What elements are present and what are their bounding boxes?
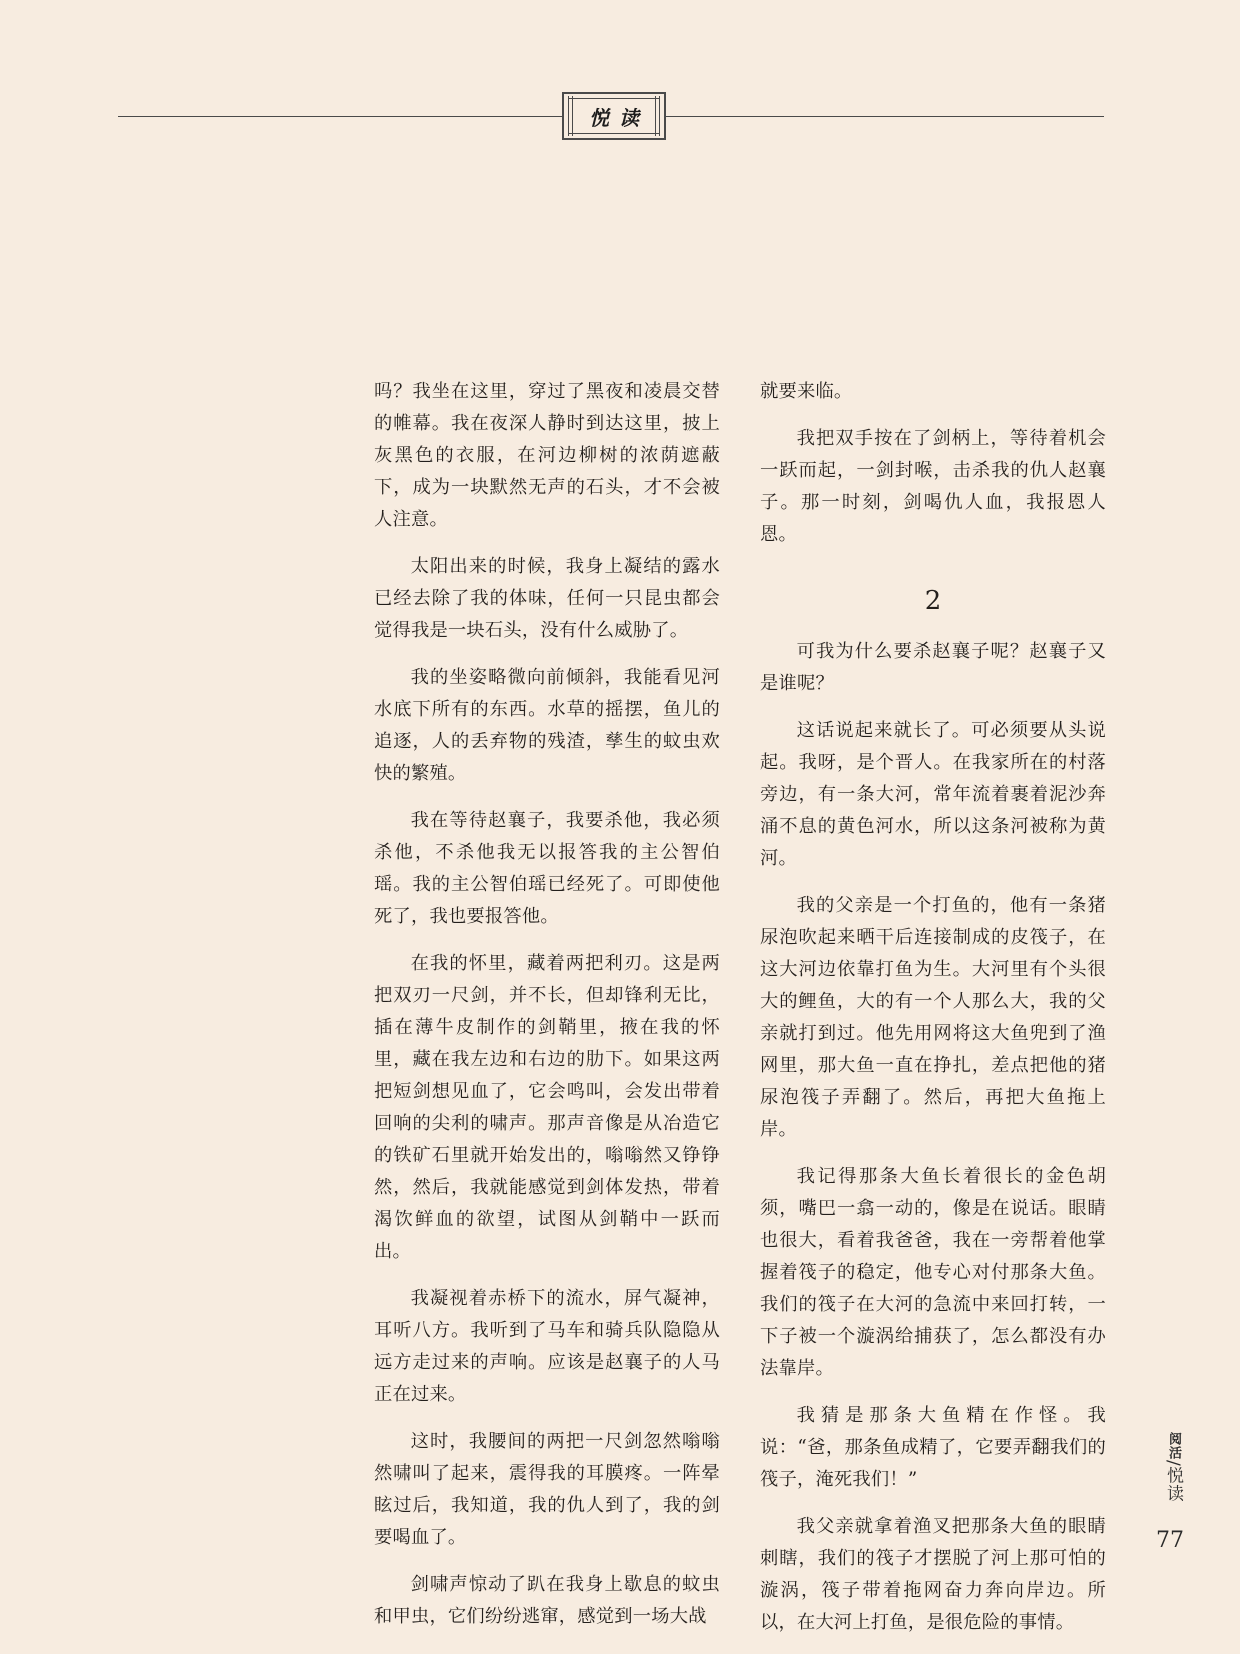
section-number: 2 xyxy=(924,586,942,616)
paragraph: 我的坐姿略微向前倾斜，我能看见河水底下所有的东西。水草的摇摆，鱼儿的追逐，人的丢弃物的残渣，孳生的蚊虫欢快的繁殖。 xyxy=(374,667,720,784)
magazine-section: 悦读 xyxy=(1163,1466,1183,1503)
paragraph: 我凝视着赤桥下的流水，屏气凝神，耳听八方。我听到了马车和骑兵队隐隐从远方走过来的声响。应该是赵襄子的人马正在过来。 xyxy=(374,1288,720,1405)
paragraph: 剑啸声惊动了趴在我身上歇息的蚊虫和甲虫，它们纷纷逃窜，感觉到一场大战 xyxy=(374,1574,720,1627)
right-column xyxy=(760,376,1106,1654)
paragraph: 太阳出来的时候，我身上凝结的露水已经去除了我的体味，任何一只昆虫都会觉得我是一块石头，没有什么威胁了。 xyxy=(374,556,720,641)
paragraph: 我猜是那条大鱼精在作怪。我说：“爸，那条鱼成精了，它要弄翻我们的筏子，淹死我们！” xyxy=(760,1405,1106,1490)
paragraph: 我把双手按在了剑柄上，等待着机会一跃而起，一剑封喉，击杀我的仇人赵襄子。那一时刻，剑喝仇人血，我报恩人恩。 xyxy=(760,428,1106,545)
paragraph: 在我的怀里，藏着两把利刃。这是两把双刃一尺剑，并不长，但却锋利无比，插在薄牛皮制作的剑鞘里，掖在我的怀里，藏在我左边和右边的肋下。如果这两把短剑想见血了，它会鸣叫，会发出带着回响的尖利的啸声。那声音像是从冶造它的铁矿石里就开始发出的，嗡嗡然又铮铮然，然后，我就能感觉到剑体发热，带着渴饮鲜血的欲望，试图从剑鞘中一跃而出。 xyxy=(374,953,720,1262)
section-label: 悦读 xyxy=(589,105,649,130)
section-label-box xyxy=(562,92,666,140)
paragraph: 我的父亲是一个打鱼的，他有一条猪尿泡吹起来晒干后连接制成的皮筏子，在这大河边依靠打鱼为生。大河里有个头很大的鲤鱼，大的有一个人那么大，我的父亲就打到过。他先用网将这大鱼兜到了渔网里，那大鱼一直在挣扎，差点把他的猪尿泡筏子弄翻了。然后，再把大鱼拖上岸。 xyxy=(760,895,1106,1140)
page-number: 77 xyxy=(1156,1528,1184,1553)
paragraph: 就要来临。 xyxy=(760,381,853,402)
paragraph: 吗？我坐在这里，穿过了黑夜和凌晨交替的帷幕。我在夜深人静时到达这里，披上灰黑色的衣服，在河边柳树的浓荫遮蔽下，成为一块默然无声的石头，才不会被人注意。 xyxy=(374,381,720,530)
paragraph: 我父亲就拿着渔叉把那条大鱼的眼睛刺瞎，我们的筏子才摆脱了河上那可怕的漩涡，筏子带着拖网奋力奔向岸边。所以，在大河上打鱼，是很危险的事情。 xyxy=(760,1516,1106,1633)
paragraph: 可我为什么要杀赵襄子呢？赵襄子又是谁呢？ xyxy=(760,641,1106,694)
magazine-section-label xyxy=(1158,1432,1186,1503)
paragraph: 我记得那条大鱼长着很长的金色胡须，嘴巴一翕一动的，像是在说话。眼睛也很大，看着我爸爸，我在一旁帮着他掌握着筏子的稳定，他专心对付那条大鱼。我们的筏子在大河的急流中来回打转，一下子被一个漩涡给捕获了，怎么都没有办法靠岸。 xyxy=(760,1166,1106,1379)
separator: / xyxy=(1163,1460,1183,1467)
paragraph: 这时，我腰间的两把一尺剑忽然嗡嗡然啸叫了起来，震得我的耳膜疼。一阵晕眩过后，我知道，我的仇人到了，我的剑要喝血了。 xyxy=(374,1431,720,1548)
left-column xyxy=(374,376,720,1648)
paragraph: 我在等待赵襄子，我要杀他，我必须杀他，不杀他我无以报答我的主公智伯瑶。我的主公智伯瑶已经死了。可即使他死了，我也要报答他。 xyxy=(374,810,720,927)
magazine-name: 阅活 xyxy=(1166,1432,1181,1460)
paragraph: 这话说起来就长了。可必须要从头说起。我呀，是个晋人。在我家所在的村落旁边，有一条大河，常年流着裹着泥沙奔涌不息的黄色河水，所以这条河被称为黄河。 xyxy=(760,720,1106,869)
